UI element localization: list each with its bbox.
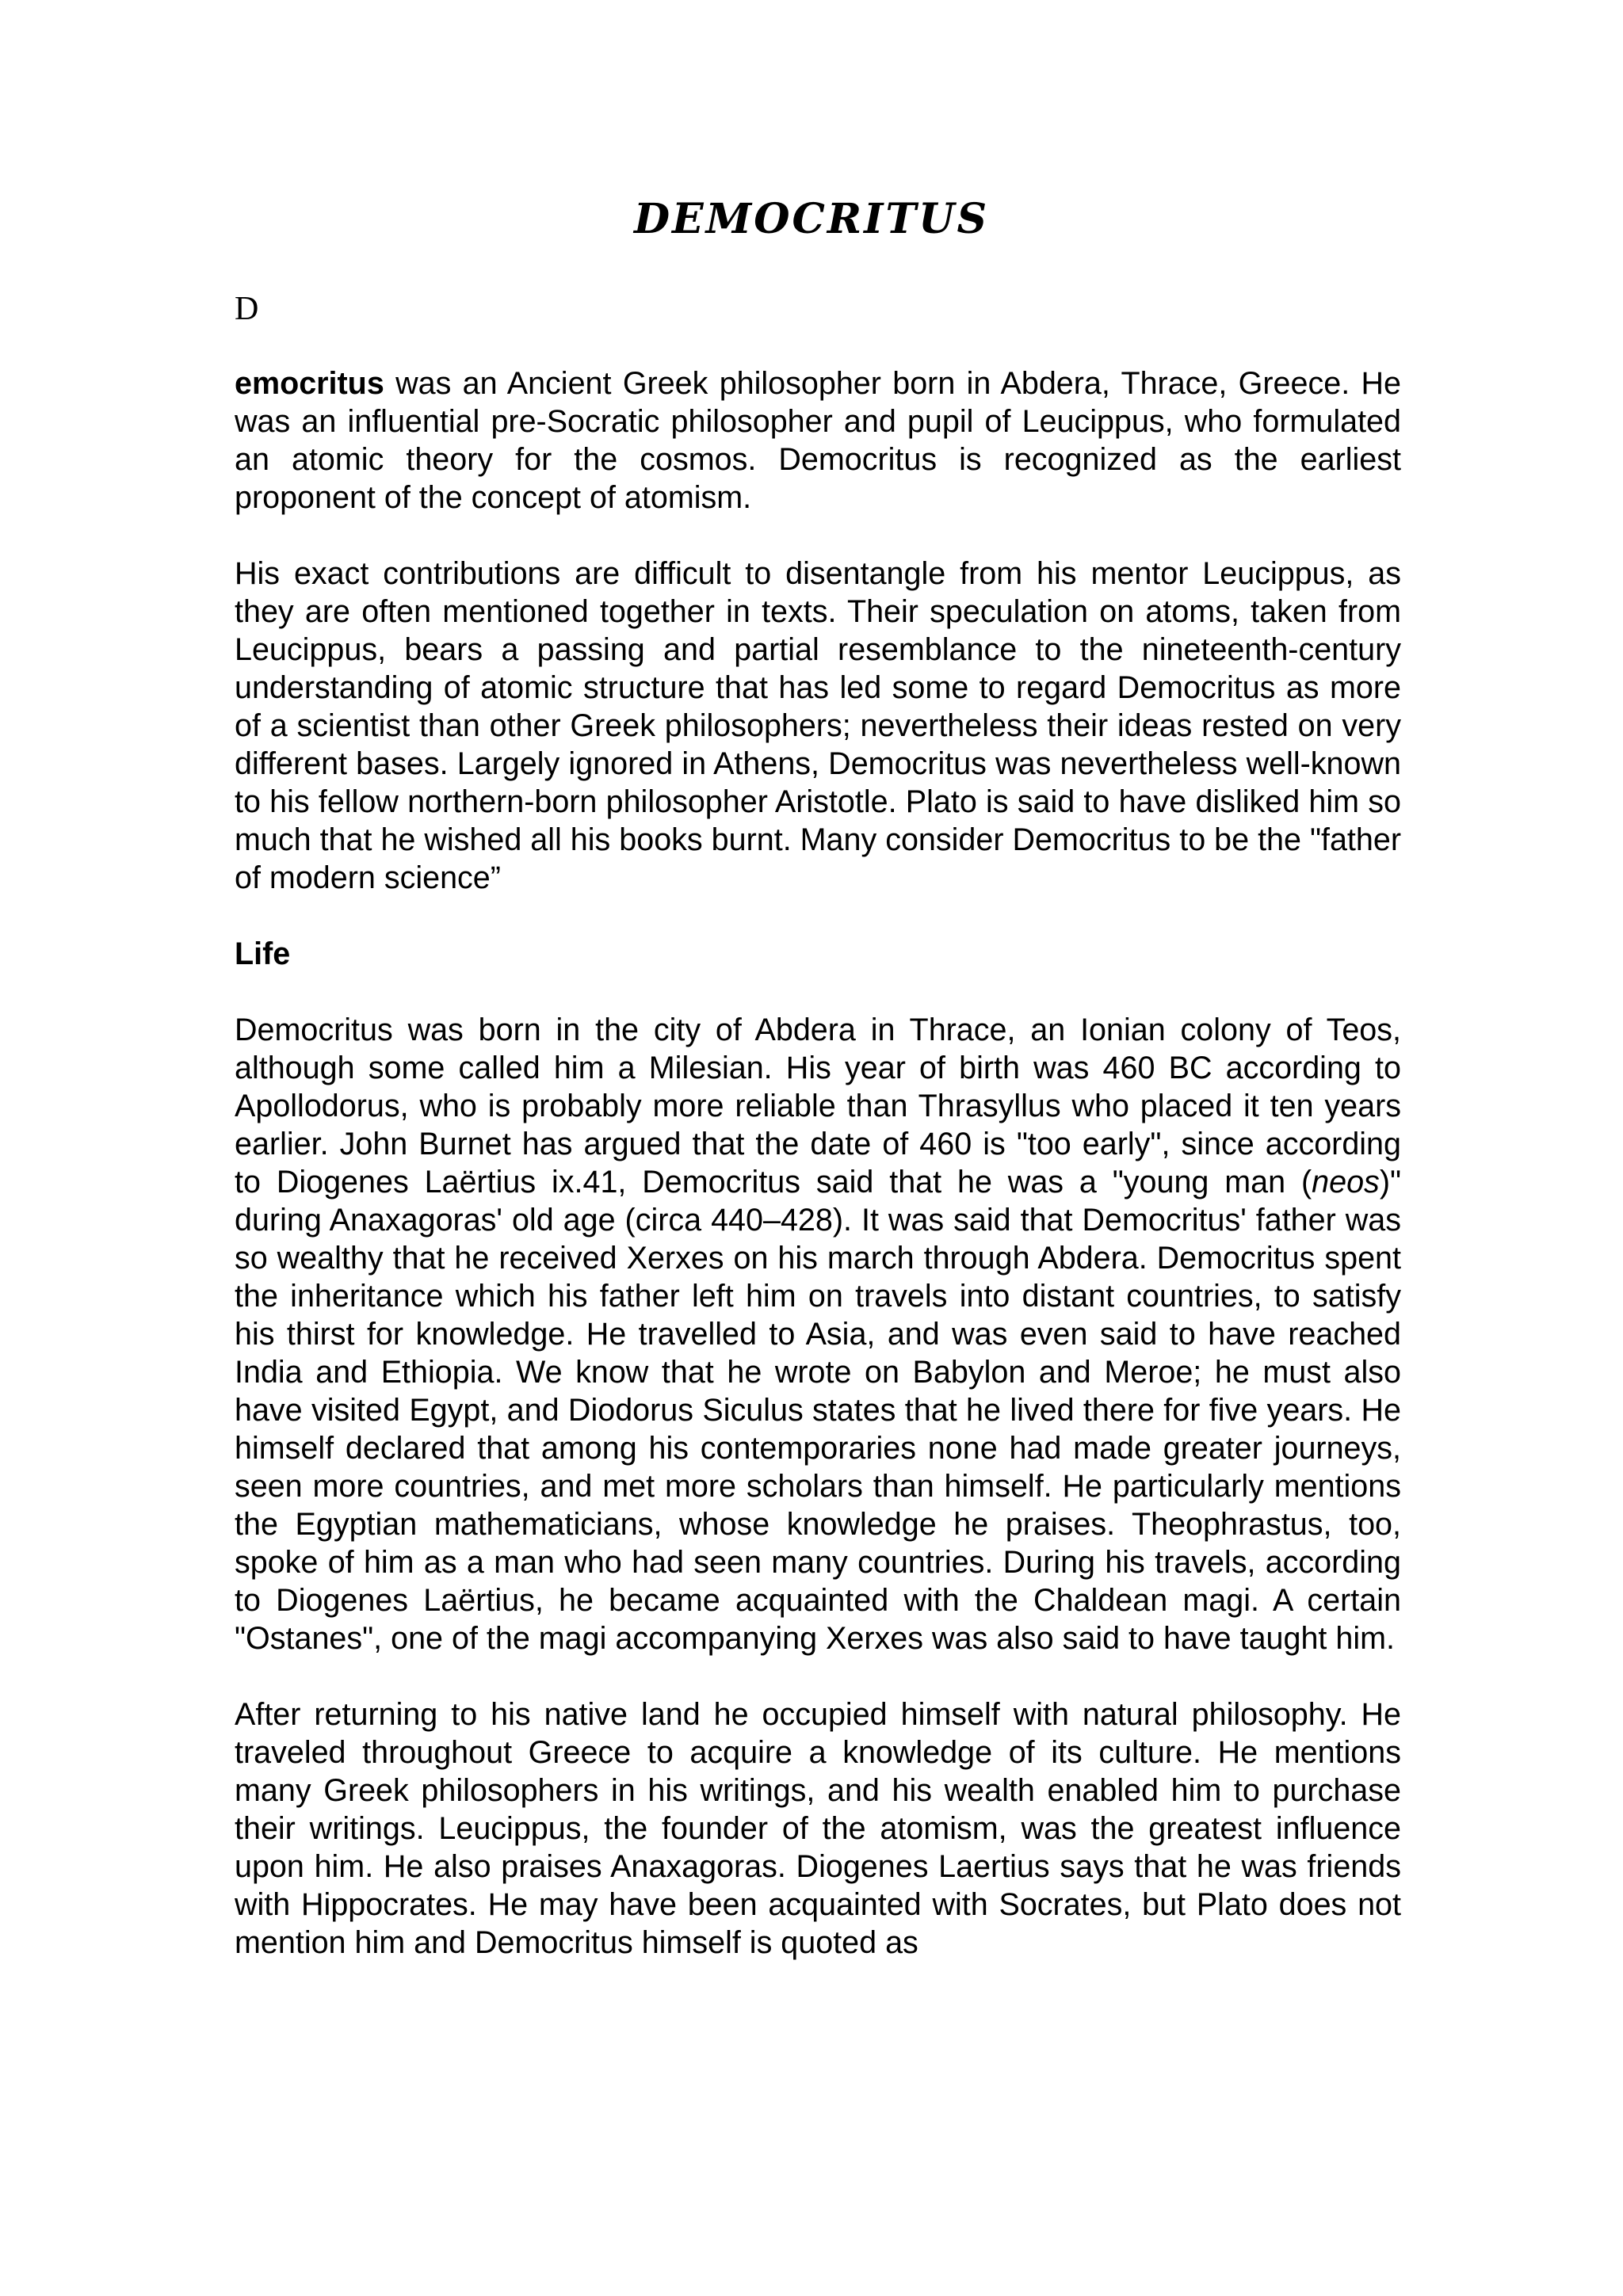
document-title: DEMOCRITUS <box>633 195 990 243</box>
document-body <box>235 364 1401 2000</box>
contributions-paragraph: His exact contributions are difficult to disentangle from his mentor Leucippus, as they are often mentioned together in texts. Their speculation on atoms, taken from Leucippus, bears a passing and partial resemblance to the nineteenth-century understanding of atomic structure that has led some to regard Democritus as more of a scientist than other Greek philosophers; nevertheless their ideas rested on very different bases. Largely ignored in Athens, Democritus was nevertheless well-known to his fellow northern-born philosopher Aristotle. Plato is said to have disliked him so much that he wished all his books burnt. Many consider Democritus to be the "father of modern science” <box>235 556 1401 895</box>
life-paragraph-1-text-a: Democritus was born in the city of Abdera in Thrace, an Ionian colony of Teos, although some called him a Milesian. His year of birth was 460 BC according to Apollodorus, who is probably more reliable than Thrasyllus who placed it ten years earlier. John Burnet has argued that the date of 460 is "too early", since according to Diogenes Laërtius ix.41, Democritus said that he was a "young man ( <box>235 1013 1401 1199</box>
life-paragraph-1-text-b: )" during Anaxagoras' old age (circa 440–428). It was said that Democritus' father was so wealthy that he received Xerxes on his march through Abdera. Democritus spent the inheritance which his father left him on travels into distant countries, to satisfy his thirst for knowledge. He travelled to Asia, and was even said to have reached India and Ethiopia. We know that he wrote on Babylon and Meroe; he must also have visited Egypt, and Diodorus Siculus states that he lived there for five years. He himself declared that among his contemporaries none had made greater journeys, seen more countries, and met more scholars than himself. He particularly mentions the Egyptian mathematicians, whose knowledge he praises. Theophrastus, too, spoke of him as a man who had seen many countries. During his travels, according to Diogenes Laërtius, he became acquainted with the Chaldean magi. A certain "Ostanes", one of the magi accompanying Xerxes was also said to have taught him. <box>235 1165 1401 1656</box>
drop-cap-letter: D <box>235 291 259 327</box>
life-paragraph-2: After returning to his native land he occupied himself with natural philosophy. He traveled throughout Greece to acquire a knowledge of its culture. He mentions many Greek philosophers in his writings, and his wealth enabled him to purchase their writings. Leucippus, the founder of the atomism, was the greatest influence upon him. He also praises Anaxagoras. Diogenes Laertius says that he was friends with Hippocrates. He may have been acquainted with Socrates, but Plato does not mention him and Democritus himself is quoted as <box>235 1697 1401 1960</box>
intro-text: was an Ancient Greek philosopher born in Abdera, Thrace, Greece. He was an influential pre-Socratic philosopher and pupil of Leucippus, who formulated an atomic theory for the cosmos. Democritus is recognized as the earliest proponent of the concept of atomism. <box>235 366 1401 515</box>
intro-paragraph <box>235 364 1401 517</box>
intro-lead-word: emocritus <box>235 366 384 401</box>
section-heading-life: Life <box>235 936 291 971</box>
life-paragraph-1 <box>235 1011 1401 1657</box>
life-paragraph-1-italic: neos <box>1312 1165 1380 1199</box>
